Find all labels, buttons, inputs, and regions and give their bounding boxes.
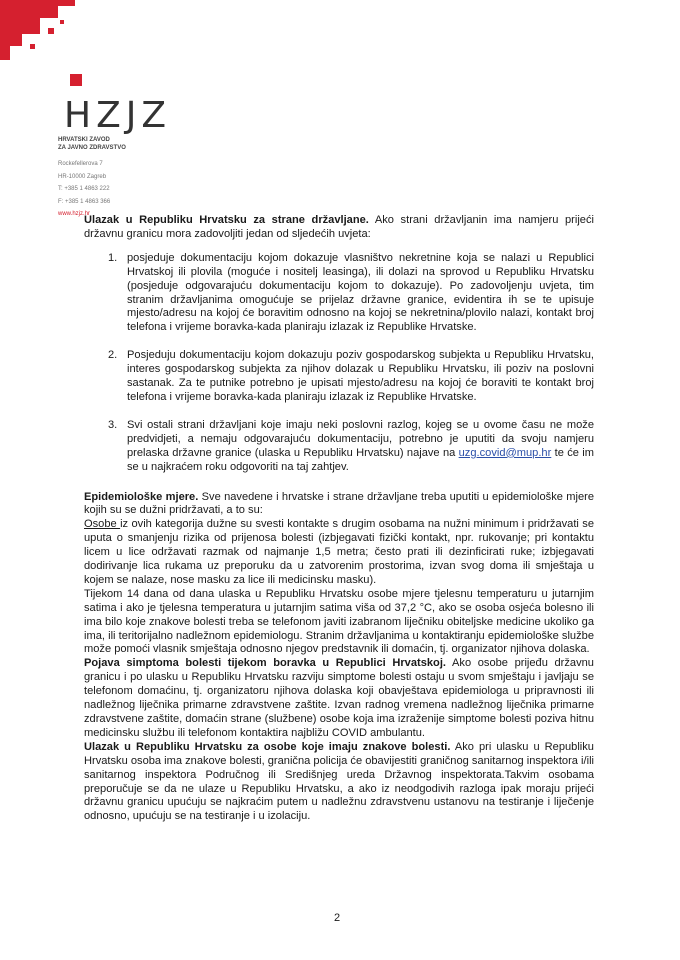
symptoms-text: Ako osobe prijeđu državnu granicu i po ulasku u Republiku Hrvatsku razviju simptome bolesti ostaju u svom smještaju i javljaju se telefonom domaćinu, tj. organizatoru njihova dolaska koji obavještava epidemiologa u pripravnosti ili nadležnog liječnika primarne zdravstvene zaštite. Izvan radnog vremena nadležnog liječnika primarne zdravstvene zaštite, domaćin strane (službene) osobe koja ima izraženije simptome bolesti poziva hitnu medicinsku službu ili telefonom kontaktira najbližu COVID ambulantu.: [84, 657, 594, 739]
intro-heading: Ulazak u Republiku Hrvatsku za strane državljane.: [84, 214, 369, 226]
document-body: [84, 214, 594, 824]
persons-paragraph: [84, 518, 594, 588]
address-line: T: +385 1 4863 222: [58, 186, 110, 192]
email-link[interactable]: uzg.covid@mup.hr: [458, 446, 552, 459]
entry-symptoms-paragraph: [84, 741, 594, 824]
list-item: [84, 419, 594, 475]
persons-word: Osobe: [84, 518, 121, 531]
logo-red-square: [70, 74, 82, 86]
page-number: 2: [334, 912, 341, 924]
list-item: [84, 252, 594, 335]
list-number: 3.: [108, 418, 118, 431]
intro-paragraph: [84, 214, 594, 242]
list-item-text: Svi ostali strani državljani koje imaju neki poslovni razlog, kojeg se u ovome času ne može predvidjeti, a nemaju odgovarajuću dokumentaciju, potrebno je uputiti da svoju namjeru prelaska državne granice (ulaska u Republiku Hrvatsku) najave na: [127, 418, 594, 459]
list-item-text-end: te će im se u najkraćem roku odgovoriti na taj zahtjev.: [127, 446, 594, 473]
epidemic-heading: Epidemiološke mjere.: [84, 490, 199, 503]
org-name-line2: ZA JAVNO ZDRAVSTVO: [58, 145, 126, 151]
persons-text: iz ovih kategorija dužne su svesti kontakte s drugim osobama na nužni minimum i pridržavati se uputa o smanjenju rizika od prijenosa bolesti (izbjegavati fizički kontakt, npr. rukovanje; pri kontaktu licem u lice održavati razmak od najmanje 1,5 metra; često prati ili dezinficirati ruke; izbjegavati dodirivanje lica rukama uz preporuku da u zatvorenim prostorima, izvan svog doma ili smještaja u kojem se nalaze, nose masku za lice ili medicinsku masku).: [84, 518, 594, 586]
address-line: HR-10000 Zagreb: [58, 173, 107, 180]
list-number: 2.: [108, 349, 118, 362]
intro-text: Ako strani državljanin ima namjeru prijeći državnu granicu mora zadovoljiti jedan od sljedećih uvjeta:: [84, 214, 594, 240]
conditions-list: [84, 252, 594, 475]
address-line: Rockefellerova 7: [58, 161, 103, 167]
symptoms-paragraph: [84, 657, 594, 740]
address-line: F: +385 1 4863 366: [58, 198, 111, 205]
symptoms-heading: Pojava simptoma bolesti tijekom boravka u Republici Hrvatskoj.: [84, 657, 446, 670]
monitor-paragraph: Tijekom 14 dana od dana ulaska u Republiku Hrvatsku osobe mjere tjelesnu temperaturu u jutarnjim satima i ako je tjelesna temperatura u jutarnjim satima viša od 37,2 °C, ako se osoba osjeća bolesno ili ima bilo koje znakove bolesti treba se telefonom javiti izabranom liječniku obiteljske medicine ukoliko ga ima, ili teritorijalno nadležnom epidemiologu. Stranim državljanima u kontaktiranju epidemiološke službe može pomoći vlasnik smještaja odnosno njegov predstavnik ili domaćin, tj. organizator njihova dolaska.: [84, 587, 594, 656]
list-item-text: Posjeduju dokumentaciju kojom dokazuju poziv gospodarskog subjekta u Republiku Hrvatsku, interes gospodarskog subjekta za njihov dolazak u Republiku Hrvatsku, ili poziv na poslovni sastanak. Za te putnike potrebno je upisati mjesto/adresu na kojoj će boraviti te kontakt broj telefona i vrijeme boravka-kada planiraju izlazak iz Republike Hrvatske.: [127, 349, 594, 403]
hzjz-logo: HZJZ: [64, 95, 172, 136]
list-number: 1.: [108, 251, 118, 264]
epidemic-text: Sve navedene i hrvatske i strane državljane treba uputiti u epidemiološke mjere kojih su se dužni pridržavati, a to su:: [84, 490, 594, 517]
corner-decoration-icon: [0, 0, 75, 60]
website-link[interactable]: www.hzjz.hr: [58, 211, 91, 217]
entry-symptoms-text: Ako pri ulasku u Republiku Hrvatsku osoba ima znakove bolesti, granična policija će obavijestiti graničnog sanitarnog inspektora i/ili sanitarnog inspektora Područnog ili Središnjeg ureda Državnog inspektorata.Takvim osobama preporučuje se da ne ulaze u Republiku Hrvatsku, a ako iz neodgodivih razloga ipak moraju prijeći državnu granicu upućuju se najkraćim putem u nadležnu zdravstvenu ustanovu na testiranje i liječenje odnosno, upućuju se na testiranje i u izolaciju.: [84, 740, 594, 823]
organization-name: [58, 136, 126, 152]
list-item: [84, 349, 594, 405]
epidemic-paragraph: [84, 491, 594, 519]
org-name-line1: HRVATSKI ZAVOD: [58, 137, 110, 143]
list-item-text: posjeduje dokumentaciju kojom dokazuje vlasništvo nekretnine koja se nalazi u Republici Hrvatskoj ili plovila (moguće i nositelj leasinga), ili dolazi na sprovod u Republiku Hrvatsku (posjeduje odgovarajuću dokumentaciju kojom to dokazuje). Po zadovoljenju uvjeta, tim stranim državljanima omogućuje se prijelaz državne granice, evidentira ih se te upisuje mjesto/adresu na kojoj će boravitim odnosno na kojoj se nekretnina/plovilo nalazi, kontakt broj telefona i vrijeme boravka-kada planiraju izlazak iz Republike Hrvatske.: [127, 251, 594, 334]
address-block: [58, 158, 110, 221]
entry-symptoms-heading: Ulazak u Republiku Hrvatsku za osobe koje imaju znakove bolesti.: [84, 740, 451, 753]
